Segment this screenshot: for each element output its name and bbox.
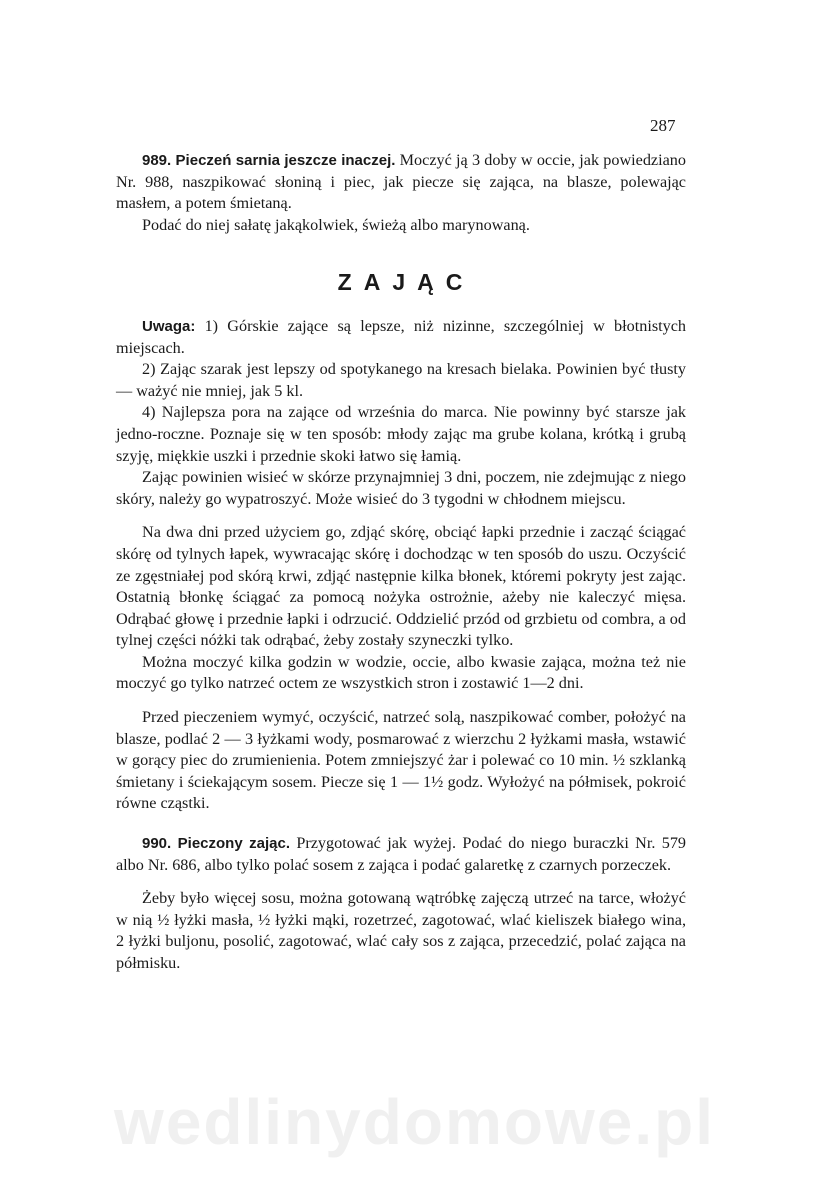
note-label: Uwaga: — [142, 317, 196, 335]
recipe-990-sauce: Żeby było więcej sosu, można gotowaną wątróbkę zajęczą utrzeć na tarce, włożyć w nią ½ łyżki masła, ½ łyżki mąki, rozetrzeć, zagotować, wlać kieliszek białego wina, 2 łyżki buljonu, posolić, zagotować, wlać cały sos z zająca, przecedzić, polać zająca na półmisku. — [116, 889, 686, 972]
text-column — [116, 150, 686, 975]
watermark: wedlinydomowe.pl — [114, 1086, 715, 1158]
section-heading: ZAJĄC — [337, 269, 475, 296]
page-number: 287 — [650, 116, 676, 135]
roasting-paragraph: Przed pieczeniem wymyć, oczyścić, natrzeć solą, naszpikować comber, położyć na blasze, podlać 2 — 3 łyżkami wody, posmarować z wierzchu 2 łyżkami masła, wstawić w gorący piec do zrumienienia. Potem zmniejszyć żar i polewać co 10 min. ½ szklanką śmietany i ściekającym sosem. Piecze się 1 — 1½ godz. Wyłożyć na półmisek, pokroić równe cząstki. — [116, 708, 686, 813]
note-2-paragraph: 2) Zając szarak jest lepszy od spotykanego na kresach bielaka. Powinien być tłusty — ważyć nie mniej, jak 5 kl. — [116, 360, 686, 400]
recipe-989-serving: Podać do niej sałatę jakąkolwiek, świeżą albo marynowaną. — [142, 215, 530, 234]
recipe-990-text: Przygotować jak wyżej. Podać do niego buraczki Nr. 579 albo Nr. 686, albo tylko polać sosem z zająca i podać galaretkę z czarnych porzeczek. — [116, 834, 687, 874]
note-1-text: 1) Górskie zające są lepsze, niż nizinne, szczególniej w błotnistych miejscach. — [116, 316, 686, 357]
recipe-989-text: Moczyć ją 3 doby w occie, jak powiedziano Nr. 988, naszpikować słoniną i piec, jak piecze się zająca, na blasze, polewając masłem, a potem śmietaną. — [116, 151, 686, 213]
recipe-989-paragraph — [116, 150, 686, 215]
recipe-989-title: 989. Pieczeń sarnia jeszcze inaczej. — [142, 152, 396, 169]
recipe-990-paragraph — [116, 833, 686, 876]
hanging-paragraph: Zając powinien wisieć w skórze przynajmniej 3 dni, poczem, nie zdejmując z niego skóry, należy go wypatroszyć. Może wisieć do 3 tygodni w chłodnem miejscu. — [116, 468, 686, 508]
recipe-990-title: 990. Pieczony zając. — [142, 835, 291, 853]
note-4-paragraph: 4) Najlepsza pora na zające od września do marca. Nie powinny być starsze jak jedno-roczne. Poznaje się w ten sposób: młody zając ma grube kolana, krótką i grubą szyję, miękkie uszki i przednie skoki łatwo się łamią. — [116, 403, 686, 465]
skinning-paragraph: Na dwa dni przed użyciem go, zdjąć skórę, obciąć łapki przednie i zacząć ściągać skórę od tylnych łapek, wywracając skórę i dochodząc w ten sposób do uszu. Oczyścić ze zgęstniałej pod skórą krwi, zdjąć następnie kilka błonek, któremi pokryty jest zając. Ostatnią błonkę ściągać za pomocą nożyka ostrożnie, ażeby nie kaleczyć mięsa. Odrąbać głowę i przednie łapki i odrzucić. Oddzielić przód od grzbietu od combra, a od tylnej części nóżki tak odrąbać, żeby zostały szyneczki tylko. — [116, 523, 686, 650]
soaking-paragraph: Można moczyć kilka godzin w wodzie, occie, albo kwasie zająca, można też nie moczyć go tylko natrzeć octem ze wszystkich stron i zostawić 1—2 dni. — [116, 652, 686, 693]
note-1-paragraph — [116, 316, 686, 359]
